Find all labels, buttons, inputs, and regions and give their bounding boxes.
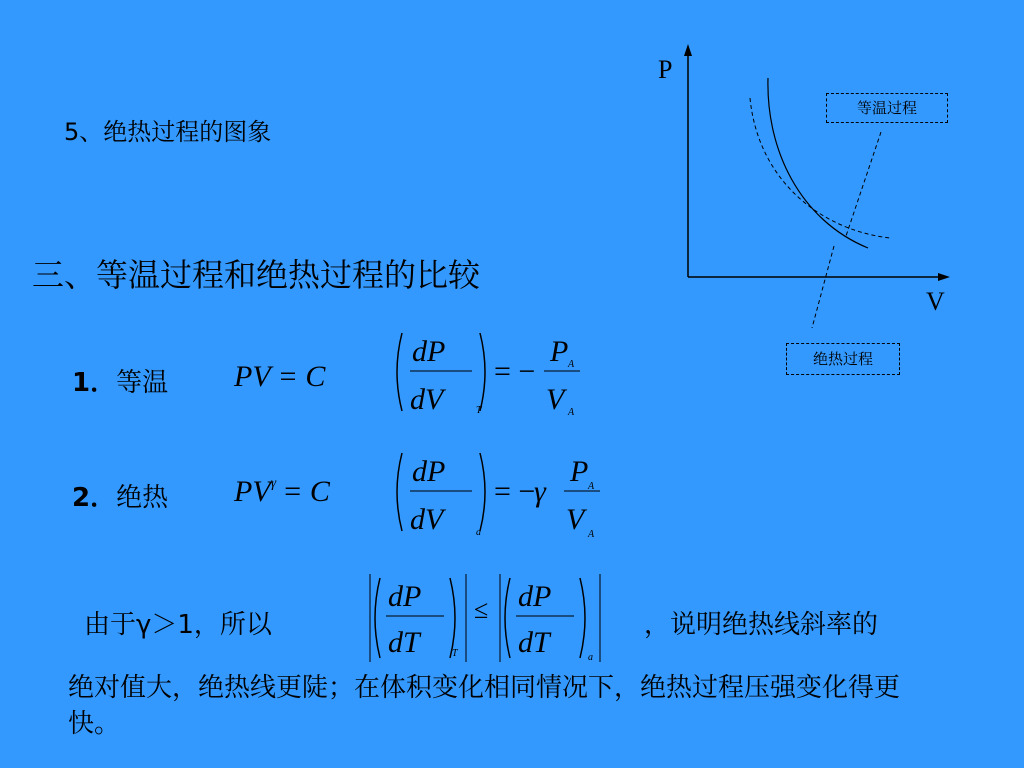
subscript-a: a [476, 527, 481, 538]
item-1-number: 1． [72, 368, 117, 398]
pa-numerator: P [570, 455, 589, 488]
explanation-text-1: ，说明绝热线斜率的 [644, 610, 879, 640]
frac-denominator: dT [388, 626, 420, 659]
adiabatic-label-box: 绝热过程 [786, 343, 900, 375]
subscript-A-num: A [568, 359, 575, 370]
frac-numerator: dP [518, 580, 552, 613]
adiabatic-eq-rhs: = C [282, 475, 330, 508]
item-2-number: 2． [72, 483, 117, 513]
item-2-label: 绝热 [116, 483, 169, 513]
subscript-A-den: A [588, 529, 595, 540]
adiabatic-equation [234, 475, 330, 509]
item-2-adiabatic [72, 477, 168, 514]
equals-minus: = − [494, 355, 536, 388]
isothermal-derivative-formula [390, 325, 590, 425]
item-1-label: 等温 [116, 368, 169, 398]
frac-numerator: dP [412, 455, 446, 488]
leq-symbol: ≤ [474, 595, 489, 624]
subscript-T: T [452, 648, 458, 659]
adiabatic-eq-base: PV [234, 475, 271, 508]
subscript-A-num: A [588, 481, 595, 492]
equals-minus: = − [494, 475, 536, 508]
slope-comparison-formula [366, 568, 612, 668]
v-axis-arrow [938, 273, 950, 281]
isothermal-equation: PV = C [234, 360, 326, 393]
isothermal-leader [846, 132, 881, 236]
section-3-heading: 三、等温过程和绝热过程的比较 [32, 256, 481, 294]
frac-numerator: dP [412, 335, 446, 368]
subscript-a: a [588, 652, 593, 663]
since-gamma-text: 由于γ＞1，所以 [84, 610, 272, 640]
p-axis-arrow [684, 44, 692, 56]
v-axis-label: V [926, 287, 945, 316]
pa-numerator: P [550, 335, 569, 368]
frac-denominator: dT [518, 626, 550, 659]
subscript-A-den: A [568, 407, 575, 418]
gamma-symbol: γ [534, 475, 546, 508]
frac-numerator: dP [388, 580, 422, 613]
va-denominator: V [566, 503, 585, 536]
adiabatic-leader [812, 246, 834, 328]
subscript-T: T [476, 405, 482, 416]
pv-diagram [640, 40, 1020, 340]
isothermal-label-box: 等温过程 [826, 93, 948, 123]
explanation-paragraph: 绝对值大，绝热线更陡；在体积变化相同情况下，绝热过程压强变化得更快。 [68, 673, 901, 739]
section-5-heading: 5、绝热过程的图象 [64, 118, 272, 146]
adiabatic-derivative-formula [390, 445, 610, 545]
frac-denominator: dV [410, 383, 444, 416]
frac-denominator: dV [410, 503, 444, 536]
item-1-isothermal [72, 362, 168, 399]
va-denominator: V [546, 383, 565, 416]
adiabatic-eq-exponent: γ [270, 476, 277, 491]
p-axis-label: P [658, 55, 673, 84]
